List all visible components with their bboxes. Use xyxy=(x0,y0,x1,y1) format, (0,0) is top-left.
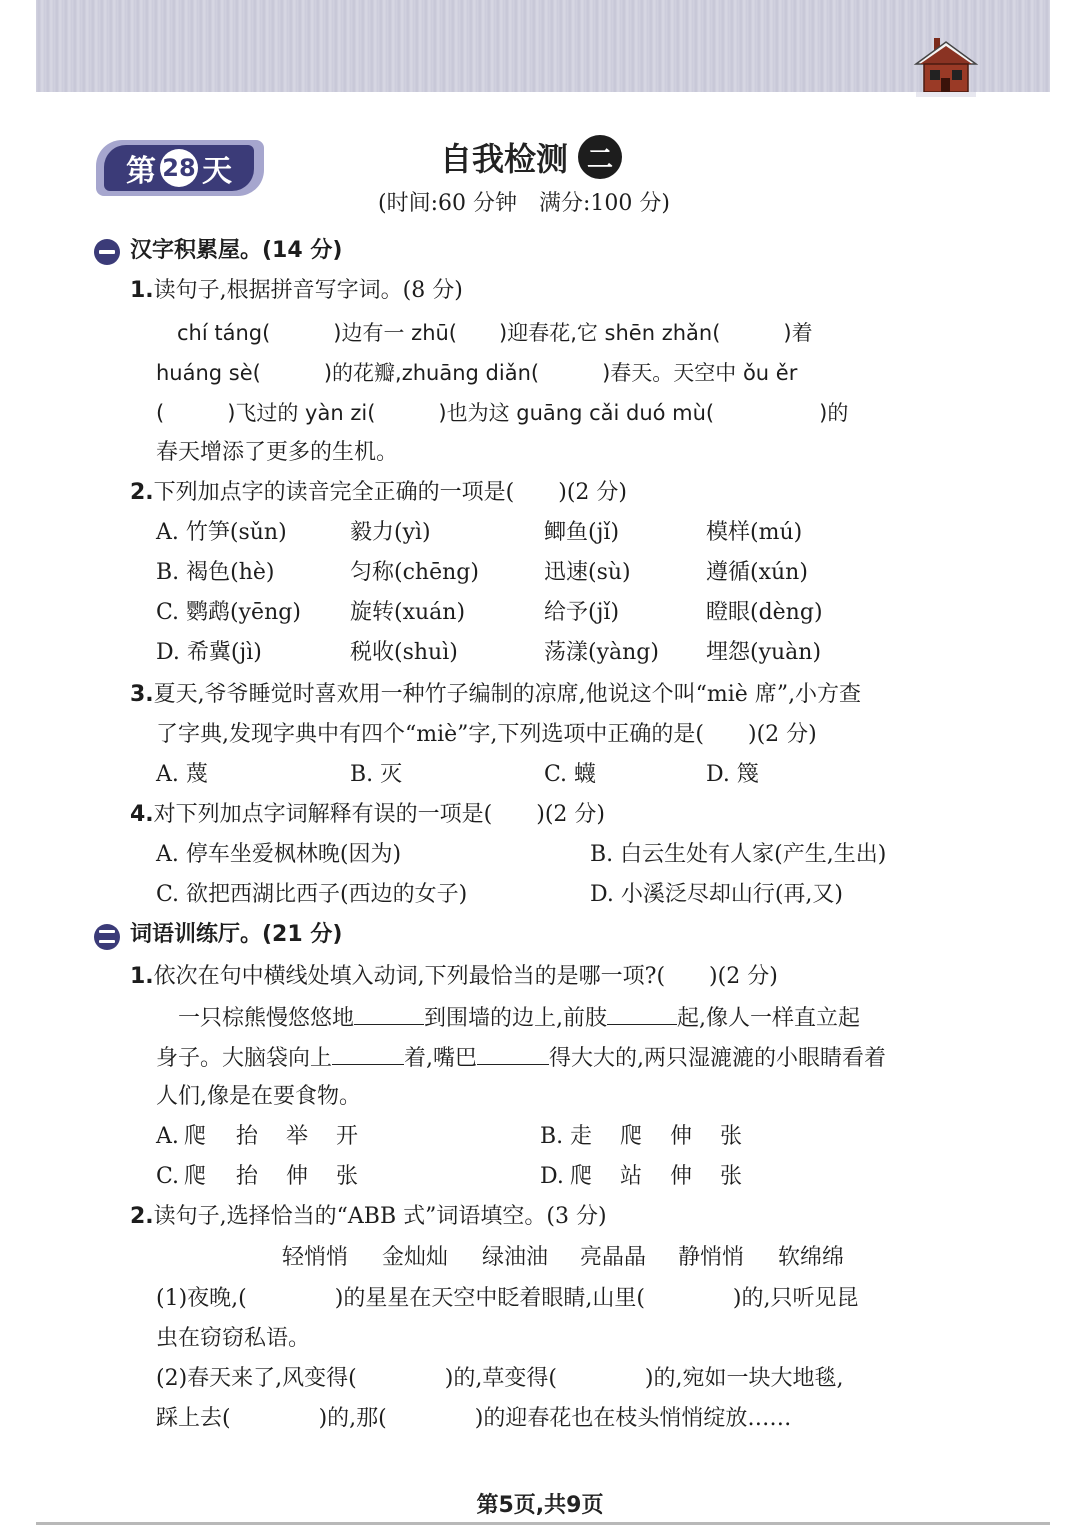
passage-text: 身子。大脑袋向上 xyxy=(156,1046,333,1071)
option-cell: D. 希冀(jì) xyxy=(156,640,262,665)
option-cell: 旋转(xuán) xyxy=(350,600,466,625)
s1-q4-option-a: A. 停车坐爱枫林晚(因为) xyxy=(156,842,402,867)
s2-q1-heading xyxy=(130,962,778,992)
option-word: 走 xyxy=(570,1124,593,1149)
option-word: 爬 xyxy=(570,1164,593,1189)
day-prefix: 第 xyxy=(126,154,156,189)
title-number: 二 xyxy=(578,135,622,179)
option-cell: 遵循(xún) xyxy=(706,560,808,585)
blank-line xyxy=(477,1042,549,1065)
question-text: 依次在句中横线处填入动词,下列最恰当的是哪一项?( )(2 分) xyxy=(153,964,778,989)
option-cell: 毅力(yì) xyxy=(350,520,431,545)
option-letter: C. xyxy=(156,1164,180,1189)
passage-text: 起,像人一样直立起 xyxy=(677,1006,861,1031)
house-icon xyxy=(912,34,980,100)
question-number: 4. xyxy=(130,802,154,827)
question-number: 1. xyxy=(130,964,154,989)
question-text: 读句子,根据拼音写字词。(8 分) xyxy=(153,278,463,303)
word-bank-item: 亮晶晶 xyxy=(580,1245,647,1270)
s2-q2-sentence-1b: 虫在窃窃私语。 xyxy=(156,1326,311,1351)
option-word: 抬 xyxy=(236,1164,259,1189)
s1-q1-line-1: chí táng( )边有一 zhū( )迎春花,它 shēn zhǎn( )着 xyxy=(156,321,813,345)
option-cell: B. 褐色(hè) xyxy=(156,560,275,585)
s2-q2-sentence-1a: (1)夜晚,( )的星星在天空中眨着眼睛,山里( )的,只听见昆 xyxy=(156,1286,859,1311)
question-number: 2. xyxy=(130,480,154,505)
s2-q1-passage-2 xyxy=(156,1042,886,1074)
passage-text: 到围墙的边上,前肢 xyxy=(424,1006,608,1031)
question-text: 对下列加点字词解释有误的一项是( )(2 分) xyxy=(153,802,605,827)
s2-q1-passage-1 xyxy=(156,1002,860,1034)
bottom-divider xyxy=(36,1522,1050,1525)
option-cell: 模样(mú) xyxy=(706,520,803,545)
option-cell: 鲫鱼(jǐ) xyxy=(544,520,620,545)
s1-q4-option-c: C. 欲把西湖比西子(西边的女子) xyxy=(156,882,468,907)
option-word: 伸 xyxy=(670,1164,693,1189)
passage-text: 得大大的,两只湿漉漉的小眼睛看着 xyxy=(549,1046,887,1071)
question-number: 3. xyxy=(130,682,154,707)
section-two-icon xyxy=(94,924,120,950)
word-bank-item: 静悄悄 xyxy=(678,1245,745,1270)
option-letter: B. xyxy=(540,1124,564,1149)
section-one-icon xyxy=(94,239,120,265)
blank-line xyxy=(332,1042,404,1065)
word-bank-item: 软绵绵 xyxy=(778,1245,845,1270)
blank-line xyxy=(607,1002,677,1025)
s1-q1-heading xyxy=(130,276,463,306)
s2-q2-sentence-2b: 踩上去( )的,那( )的迎春花也在枝头悄悄绽放…… xyxy=(156,1406,792,1431)
s1-q1-line-3: ( )飞过的 yàn zi( )也为这 guāng cǎi duó mù( )的 xyxy=(156,401,849,425)
option-letter: D. xyxy=(540,1164,564,1189)
option-cell: 给予(jǐ) xyxy=(544,600,620,625)
option-c: C. 蠛 xyxy=(544,762,597,787)
option-word: 抬 xyxy=(236,1124,259,1149)
s1-q1-line-4: 春天增添了更多的生机。 xyxy=(156,440,399,465)
question-number: 1. xyxy=(130,278,154,303)
question-text: 夏天,爷爷睡觉时喜欢用一种竹子编制的凉席,他说这个叫“miè 席”,小方查 xyxy=(153,682,862,707)
option-word: 站 xyxy=(620,1164,643,1189)
s1-q4-option-d: D. 小溪泛尽却山行(再,又) xyxy=(590,882,844,907)
option-word: 伸 xyxy=(286,1164,309,1189)
s2-q2-sentence-2a: (2)春天来了,风变得( )的,草变得( )的,宛如一块大地毯, xyxy=(156,1366,844,1391)
day-suffix: 天 xyxy=(202,154,232,189)
passage-text: 着,嘴巴 xyxy=(404,1046,478,1071)
option-a: A. 蔑 xyxy=(156,762,208,787)
question-text: 下列加点字的读音完全正确的一项是( )(2 分) xyxy=(153,480,627,505)
s1-q4-heading xyxy=(130,800,605,830)
option-cell: C. 鹦鹉(yēng) xyxy=(156,600,301,625)
option-word: 爬 xyxy=(620,1124,643,1149)
option-cell: 埋怨(yuàn) xyxy=(706,640,822,665)
s2-q2-heading xyxy=(130,1202,607,1232)
passage-text: 一只棕熊慢悠悠地 xyxy=(156,1006,355,1031)
header-band xyxy=(36,0,1050,92)
option-word: 伸 xyxy=(670,1124,693,1149)
option-cell: 迅速(sù) xyxy=(544,560,631,585)
title-text: 自我检测 xyxy=(440,140,569,178)
option-letter: A. xyxy=(156,1124,179,1149)
option-word: 张 xyxy=(336,1164,359,1189)
option-word: 举 xyxy=(286,1124,309,1149)
question-text: 读句子,选择恰当的“ABB 式”词语填空。(3 分) xyxy=(153,1204,607,1229)
option-cell: 瞪眼(dèng) xyxy=(706,600,823,625)
section-two-title: 词语训练厅。(21 分) xyxy=(130,922,343,947)
word-bank-item: 轻悄悄 xyxy=(282,1245,349,1270)
option-d: D. 篾 xyxy=(706,762,759,787)
question-number: 2. xyxy=(130,1204,154,1229)
page-title xyxy=(440,132,622,182)
option-word: 爬 xyxy=(184,1124,207,1149)
s1-q3-line-2: 了字典,发现字典中有四个“miè”字,下列选项中正确的是( )(2 分) xyxy=(156,722,817,747)
option-word: 张 xyxy=(720,1164,743,1189)
option-word: 爬 xyxy=(184,1164,207,1189)
option-word: 张 xyxy=(720,1124,743,1149)
word-bank-item: 绿油油 xyxy=(482,1245,549,1270)
s1-q1-line-2: huáng sè( )的花瓣,zhuāng diǎn( )春天。天空中 ǒu ěr xyxy=(156,361,798,385)
option-cell: 税收(shuì) xyxy=(350,640,458,665)
option-cell: 荡漾(yàng) xyxy=(544,640,659,665)
subtitle: (时间:60 分钟 满分:100 分) xyxy=(378,191,670,216)
option-cell: 匀称(chēng) xyxy=(350,560,479,585)
s1-q2-heading xyxy=(130,478,627,508)
page-number: 第5页,共9页 xyxy=(476,1493,604,1518)
s1-q3-line-1 xyxy=(130,680,861,710)
option-word: 开 xyxy=(336,1124,359,1149)
day-number: 28 xyxy=(160,149,198,187)
option-b: B. 灭 xyxy=(350,762,403,787)
s1-q4-option-b: B. 白云生处有人家(产生,生出) xyxy=(590,842,887,867)
section-one-title: 汉字积累屋。(14 分) xyxy=(130,238,343,263)
blank-line xyxy=(354,1002,424,1025)
word-bank-item: 金灿灿 xyxy=(382,1245,449,1270)
day-badge xyxy=(104,145,254,191)
option-cell: A. 竹笋(sǔn) xyxy=(156,520,287,545)
s2-q1-passage-3: 人们,像是在要食物。 xyxy=(156,1084,361,1109)
